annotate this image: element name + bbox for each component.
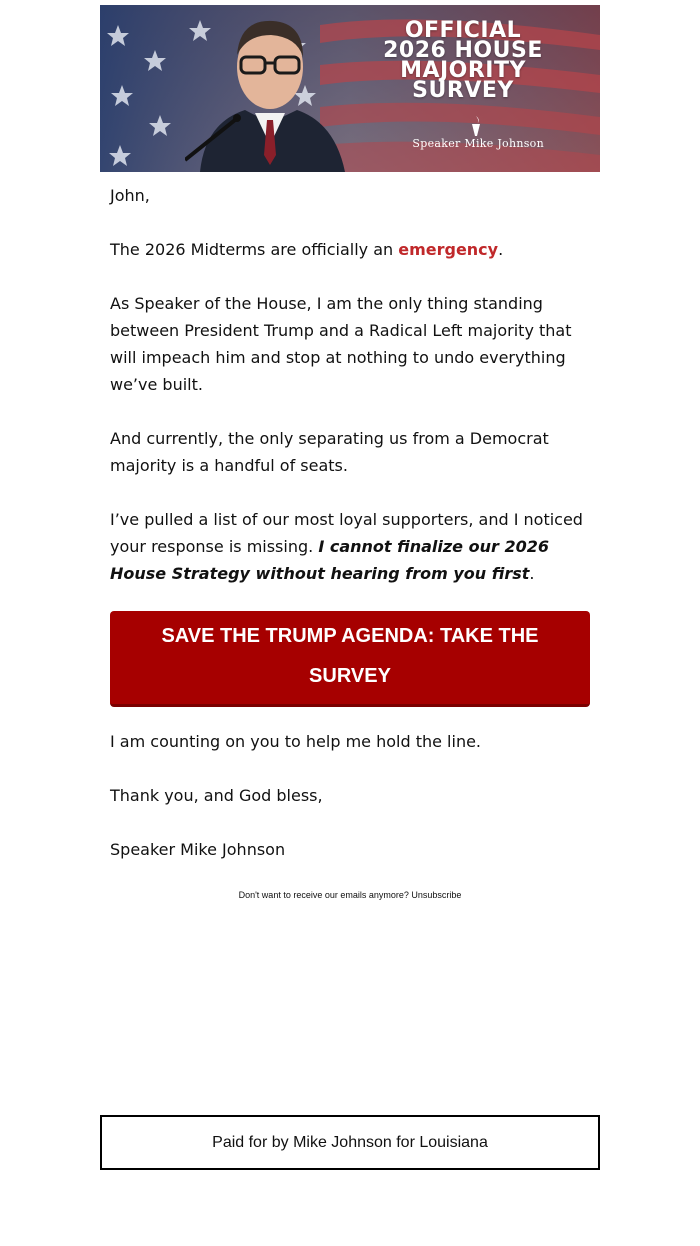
paragraph-missing-response bbox=[110, 506, 590, 587]
paragraph-text: The 2026 Midterms are officially an bbox=[110, 240, 399, 259]
greeting: John, bbox=[110, 186, 150, 205]
email-body bbox=[100, 172, 600, 587]
emergency-highlight: emergency bbox=[398, 240, 499, 259]
closing-line: I am counting on you to help me hold the line. bbox=[110, 732, 482, 751]
signoff: Speaker Mike Johnson bbox=[110, 840, 286, 859]
closing-line: Thank you, and God bless, bbox=[110, 786, 323, 805]
paragraph-text: I’ve pulled a list of our most loyal supporters, and I noticed your response is missing. bbox=[110, 510, 583, 556]
header-banner bbox=[100, 5, 600, 172]
unsubscribe-prompt: Don't want to receive our emails anymore? bbox=[238, 890, 409, 900]
paragraph-text: . bbox=[498, 240, 504, 259]
paragraph-seats: And currently, the only separating us from a Democrat majority is a handful of seats. bbox=[110, 429, 549, 475]
paragraph-text: . bbox=[529, 564, 535, 583]
banner-title-line: OFFICIAL bbox=[404, 18, 522, 43]
banner-title-line: SURVEY bbox=[412, 78, 514, 103]
banner-title-line: MAJORITY bbox=[400, 58, 526, 83]
speaker-portrait bbox=[185, 5, 355, 172]
banner-title bbox=[348, 18, 578, 103]
paragraph-emergency bbox=[110, 236, 590, 263]
paid-for-disclaimer: Paid for by Mike Johnson for Louisiana bbox=[100, 1115, 600, 1170]
email-container bbox=[100, 5, 600, 900]
banner-signature: Speaker Mike Johnson bbox=[412, 137, 544, 150]
emphasized-text: I cannot finalize our 2026 House Strategy without hearing from you first bbox=[110, 537, 549, 583]
unsubscribe-line bbox=[100, 890, 600, 900]
take-survey-button[interactable]: SAVE THE TRUMP AGENDA: TAKE THE SURVEY bbox=[110, 611, 590, 707]
paragraph-speaker: As Speaker of the House, I am the only thing standing between President Trump and a Radical Left majority that will impeach him and stop at nothing to undo everything we’ve built. bbox=[110, 294, 572, 394]
unsubscribe-link[interactable]: Unsubscribe bbox=[411, 890, 462, 900]
banner-title-line: 2026 HOUSE bbox=[383, 38, 543, 63]
torch-icon bbox=[468, 115, 484, 137]
email-closing bbox=[100, 707, 600, 863]
cta-wrapper bbox=[100, 611, 600, 707]
